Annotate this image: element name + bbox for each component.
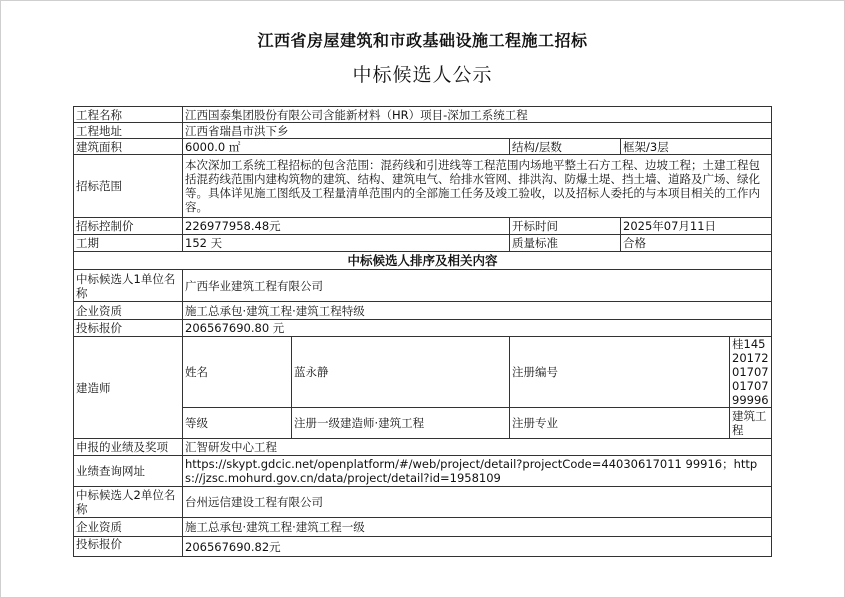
- registration-number-value: 桂14520172017070170799996: [730, 337, 772, 408]
- project-name-label: 工程名称: [74, 107, 183, 123]
- row-candidate1-qualification: [74, 302, 772, 320]
- control-price-label: 招标控制价: [74, 218, 183, 235]
- registration-number-label: 注册编号: [510, 337, 730, 408]
- builder-name-value: 蓝永静: [292, 337, 510, 408]
- project-address-value: 江西省瑞昌市洪下乡: [183, 123, 772, 139]
- document-subtitle: 中标候选人公示: [352, 64, 493, 86]
- candidates-section-title: 中标候选人排序及相关内容: [74, 252, 772, 270]
- building-area-label: 建筑面积: [74, 139, 183, 155]
- candidate2-name-label: 中标候选人2单位名称: [74, 487, 183, 518]
- builder-label: 建造师: [74, 337, 183, 439]
- builder-grade-value: 注册一级建造师·建筑工程: [292, 408, 510, 439]
- candidate2-price-label: 投标报价: [74, 537, 183, 557]
- row-bid-scope: [74, 155, 772, 218]
- candidate1-name-value: 广西华业建筑工程有限公司: [183, 270, 772, 302]
- candidate1-name-label: 中标候选人1单位名称: [74, 270, 183, 302]
- document-title: 江西省房屋建筑和市政基础设施工程施工招标: [257, 31, 588, 50]
- registration-major-label: 注册专业: [510, 408, 730, 439]
- candidate2-price-value: 206567690.82元: [183, 537, 772, 557]
- row-project-name: [74, 107, 772, 123]
- row-awards: [74, 439, 772, 456]
- structure-value: 框架/3层: [621, 139, 772, 155]
- project-name-value: 江西国泰集团股份有限公司含能新材料（HR）项目-深加工系统工程: [183, 107, 772, 123]
- row-candidate2-price: [74, 537, 772, 557]
- awards-value: 汇智研发中心工程: [183, 439, 772, 456]
- candidate2-name-value: 台州远信建设工程有限公司: [183, 487, 772, 518]
- row-builder-name: [74, 337, 772, 408]
- structure-label: 结构/层数: [510, 139, 621, 155]
- registration-major-value: 建筑工程: [730, 408, 772, 439]
- candidate2-qualification-value: 施工总承包·建筑工程·建筑工程一级: [183, 518, 772, 537]
- row-section-title: [74, 252, 772, 270]
- opening-time-value: 2025年07月11日: [621, 218, 772, 235]
- row-control-price: [74, 218, 772, 235]
- quality-label: 质量标准: [510, 235, 621, 252]
- duration-value: 152 天: [183, 235, 510, 252]
- candidate1-qualification-label: 企业资质: [74, 302, 183, 320]
- candidate1-qualification-value: 施工总承包·建筑工程·建筑工程特级: [183, 302, 772, 320]
- control-price-value: 226977958.48元: [183, 218, 510, 235]
- query-url-value: https://skypt.gdcic.net/openplatform/#/web/project/detail?projectCode=44030617011 99916；https://jzsc.mohurd.gov.cn/data/project/detail?id=1958109: [183, 456, 772, 487]
- opening-time-label: 开标时间: [510, 218, 621, 235]
- bid-scope-value: 本次深加工系统工程招标的包含范围：混药线和引进线等工程范围内场地平整土石方工程、边坡工程；土建工程包括混药线范围内建构筑物的建筑、结构、建筑电气、给排水管网、排洪沟、防爆土堤、挡土墙、道路及广场、绿化等。具体详见施工图纸及工程量清单范围内的全部施工任务及竣工验收，以及招标人委托的与本项目相关的工作内容。: [183, 155, 772, 218]
- row-query-url: [74, 456, 772, 487]
- row-candidate2-qualification: [74, 518, 772, 537]
- row-building-area: [74, 139, 772, 155]
- row-candidate2-name: [74, 487, 772, 518]
- candidate1-price-value: 206567690.80 元: [183, 320, 772, 337]
- candidate2-qualification-label: 企业资质: [74, 518, 183, 537]
- row-candidate1-price: [74, 320, 772, 337]
- building-area-value: 6000.0 ㎡: [183, 139, 510, 155]
- row-duration: [74, 235, 772, 252]
- query-url-label: 业绩查询网址: [74, 456, 183, 487]
- duration-label: 工期: [74, 235, 183, 252]
- builder-name-label: 姓名: [183, 337, 292, 408]
- project-address-label: 工程地址: [74, 123, 183, 139]
- awards-label: 申报的业绩及奖项: [74, 439, 183, 456]
- row-project-address: [74, 123, 772, 139]
- row-candidate1-name: [74, 270, 772, 302]
- quality-value: 合格: [621, 235, 772, 252]
- builder-grade-label: 等级: [183, 408, 292, 439]
- bid-info-table: [73, 106, 772, 557]
- bid-scope-label: 招标范围: [74, 155, 183, 218]
- candidate1-price-label: 投标报价: [74, 320, 183, 337]
